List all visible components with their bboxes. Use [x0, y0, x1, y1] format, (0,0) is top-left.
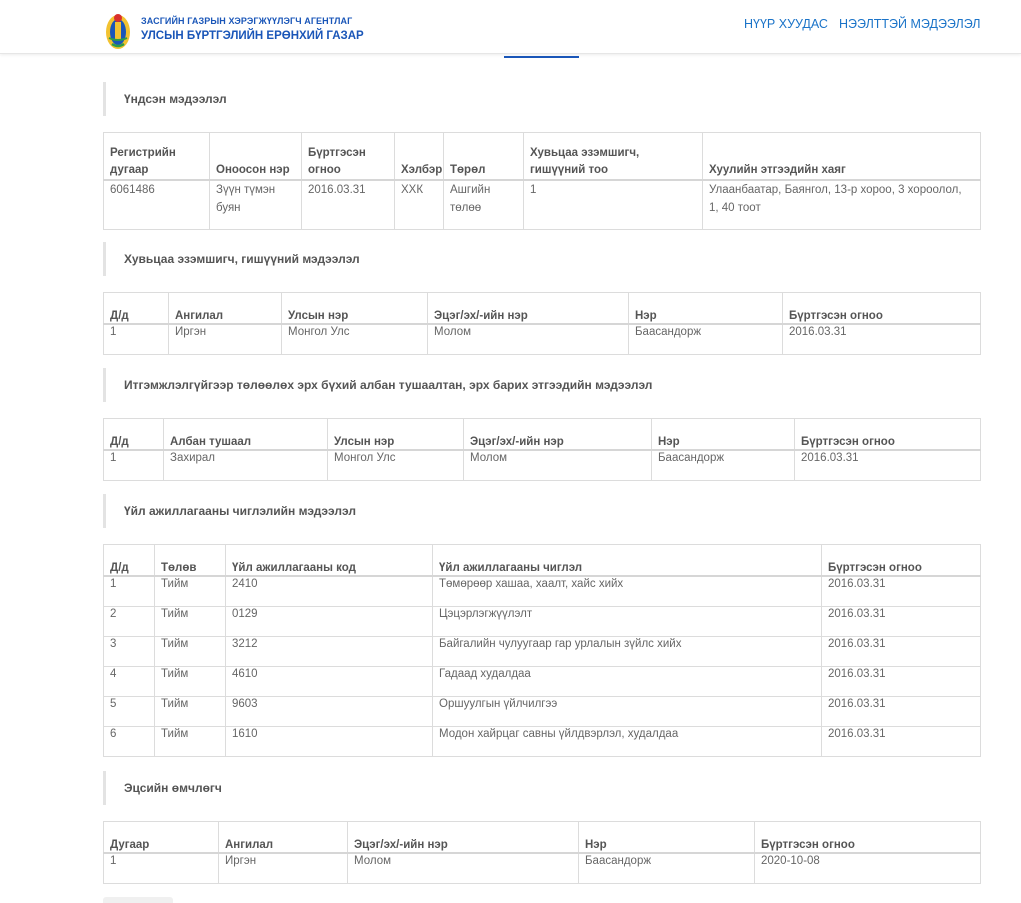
cell-parent-name: Молом	[428, 324, 629, 355]
active-tab-indicator	[504, 56, 579, 58]
col-header-registered-date: Бүртгэсэн огноо	[783, 293, 981, 325]
cell-number: 1	[104, 853, 219, 884]
col-header-category: Ангилал	[219, 822, 348, 854]
cell-status: Тийм	[155, 607, 226, 637]
col-header-registered-date: Бүртгэсэн огноо	[755, 822, 981, 854]
nav-home-link[interactable]: НҮҮР ХУУДАС	[744, 17, 828, 31]
cell-status: Тийм	[155, 727, 226, 757]
cell-registered-date: 2016.03.31	[822, 697, 981, 727]
section-title-activities: Үйл ажиллагааны чиглэлийн мэдээлэл	[103, 494, 356, 528]
cell-registered-date: 2016.03.31	[822, 667, 981, 697]
col-header-index: Д/д	[104, 419, 164, 451]
section-title-officials: Итгэмжлэлгүйгээр төлөөлөх эрх бүхий албан тушаалтан, эрх барих этгээдийн мэдээлэл	[103, 368, 652, 402]
cell-index: 3	[104, 637, 155, 667]
table-header-row	[104, 822, 981, 854]
cell-activity-direction: Модон хайрцаг савны үйлдвэрлэл, худалдаа	[433, 727, 822, 757]
table-row	[104, 450, 981, 481]
col-header-registry-number: Регистрийн дугаар	[104, 133, 210, 181]
cell-activity-direction: Байгалийн чулуугаар гар урлалын зүйлс хийх	[433, 637, 822, 667]
col-header-category: Ангилал	[169, 293, 282, 325]
cell-index: 1	[104, 324, 169, 355]
cell-given-name: Баасандорж	[629, 324, 783, 355]
col-header-position: Албан тушаал	[164, 419, 328, 451]
col-header-index: Д/д	[104, 293, 169, 325]
cell-status: Тийм	[155, 697, 226, 727]
shareholders-table	[103, 292, 981, 355]
cell-index: 1	[104, 450, 164, 481]
cell-category: Иргэн	[169, 324, 282, 355]
col-header-status: Төлөв	[155, 545, 226, 577]
col-header-registered-date: Бүртгэсэн огноо	[302, 133, 395, 181]
col-header-shareholder-count: Хувьцаа эзэмшигч, гишүүний тоо	[524, 133, 703, 181]
table-row	[104, 853, 981, 884]
col-header-name: Оноосон нэр	[210, 133, 302, 181]
col-header-address: Хуулийн этгээдийн хаяг	[703, 133, 981, 181]
cell-registered-date: 2016.03.31	[783, 324, 981, 355]
cell-type: Ашгийн төлөө	[444, 180, 524, 230]
table-row	[104, 697, 981, 727]
table-header-row	[104, 293, 981, 325]
cell-index: 2	[104, 607, 155, 637]
cell-activity-code: 4610	[226, 667, 433, 697]
cell-registered-date: 2016.03.31	[822, 576, 981, 607]
col-header-index: Д/д	[104, 545, 155, 577]
cell-registered-date: 2020-10-08	[755, 853, 981, 884]
cell-country: Монгол Улс	[328, 450, 464, 481]
table-row	[104, 637, 981, 667]
cell-registry-number: 6061486	[104, 180, 210, 230]
cell-registered-date: 2016.03.31	[822, 637, 981, 667]
table-row	[104, 180, 981, 230]
cell-index: 5	[104, 697, 155, 727]
col-header-parent-name: Эцэг/эх/-ийн нэр	[428, 293, 629, 325]
cell-given-name: Баасандорж	[579, 853, 755, 884]
cell-activity-code: 3212	[226, 637, 433, 667]
table-header-row	[104, 545, 981, 577]
nav-open-info-link[interactable]: НЭЭЛТТЭЙ МЭДЭЭЛЭЛ	[839, 17, 981, 31]
col-header-form: Хэлбэр	[395, 133, 444, 181]
col-header-parent-name: Эцэг/эх/-ийн нэр	[464, 419, 652, 451]
col-header-registered-date: Бүртгэсэн огноо	[822, 545, 981, 577]
cell-status: Тийм	[155, 667, 226, 697]
col-header-given-name: Нэр	[629, 293, 783, 325]
cell-activity-code: 1610	[226, 727, 433, 757]
col-header-activity-code: Үйл ажиллагааны код	[226, 545, 433, 577]
section-title-shareholders: Хувьцаа эзэмшигч, гишүүний мэдээлэл	[103, 242, 360, 276]
cell-registered-date: 2016.03.31	[822, 607, 981, 637]
agency-title[interactable]: УЛСЫН БҮРТГЭЛИЙН ЕРӨНХИЙ ГАЗАР	[141, 30, 364, 42]
cell-index: 1	[104, 576, 155, 607]
table-row	[104, 667, 981, 697]
col-header-number: Дугаар	[104, 822, 219, 854]
cell-index: 6	[104, 727, 155, 757]
cell-form: ХХК	[395, 180, 444, 230]
cell-index: 4	[104, 667, 155, 697]
table-row	[104, 324, 981, 355]
partial-button-offscreen[interactable]	[103, 897, 173, 903]
col-header-given-name: Нэр	[652, 419, 795, 451]
soyombo-emblem-icon[interactable]	[105, 8, 131, 50]
section-title-owners: Эцсийн өмчлөгч	[103, 771, 222, 805]
cell-address: Улаанбаатар, Баянгол, 13-р хороо, 3 хороолол, 1, 40 тоот	[703, 180, 981, 230]
cell-status: Тийм	[155, 637, 226, 667]
cell-registered-date: 2016.03.31	[822, 727, 981, 757]
cell-activity-code: 2410	[226, 576, 433, 607]
table-header-row	[104, 419, 981, 451]
cell-activity-direction: Оршуулгын үйлчилгээ	[433, 697, 822, 727]
site-header	[0, 0, 1021, 54]
col-header-registered-date: Бүртгэсэн огноо	[795, 419, 981, 451]
col-header-parent-name: Эцэг/эх/-ийн нэр	[348, 822, 579, 854]
table-row	[104, 607, 981, 637]
col-header-country: Улсын нэр	[328, 419, 464, 451]
activities-table	[103, 544, 981, 757]
cell-activity-direction: Цэцэрлэгжүүлэлт	[433, 607, 822, 637]
section-title-basic: Үндсэн мэдээлэл	[103, 82, 227, 116]
officials-table	[103, 418, 981, 481]
cell-activity-code: 0129	[226, 607, 433, 637]
cell-activity-direction: Төмөрөөр хашаа, хаалт, хайс хийх	[433, 576, 822, 607]
cell-activity-direction: Гадаад худалдаа	[433, 667, 822, 697]
col-header-country: Улсын нэр	[282, 293, 428, 325]
cell-country: Монгол Улс	[282, 324, 428, 355]
cell-registered-date: 2016.03.31	[795, 450, 981, 481]
agency-subtitle: ЗАСГИЙН ГАЗРЫН ХЭРЭГЖҮҮЛЭГЧ АГЕНТЛАГ	[141, 16, 353, 26]
col-header-given-name: Нэр	[579, 822, 755, 854]
cell-parent-name: Молом	[348, 853, 579, 884]
cell-given-name: Баасандорж	[652, 450, 795, 481]
cell-activity-code: 9603	[226, 697, 433, 727]
cell-category: Иргэн	[219, 853, 348, 884]
table-row	[104, 576, 981, 607]
cell-shareholder-count: 1	[524, 180, 703, 230]
cell-name: Зүүн түмэн буян	[210, 180, 302, 230]
col-header-type: Төрөл	[444, 133, 524, 181]
table-header-row	[104, 133, 981, 181]
cell-status: Тийм	[155, 576, 226, 607]
cell-position: Захирал	[164, 450, 328, 481]
basic-info-table	[103, 132, 981, 230]
owners-table	[103, 821, 981, 884]
cell-parent-name: Молом	[464, 450, 652, 481]
table-row	[104, 727, 981, 757]
col-header-activity-direction: Үйл ажиллагааны чиглэл	[433, 545, 822, 577]
cell-registered-date: 2016.03.31	[302, 180, 395, 230]
